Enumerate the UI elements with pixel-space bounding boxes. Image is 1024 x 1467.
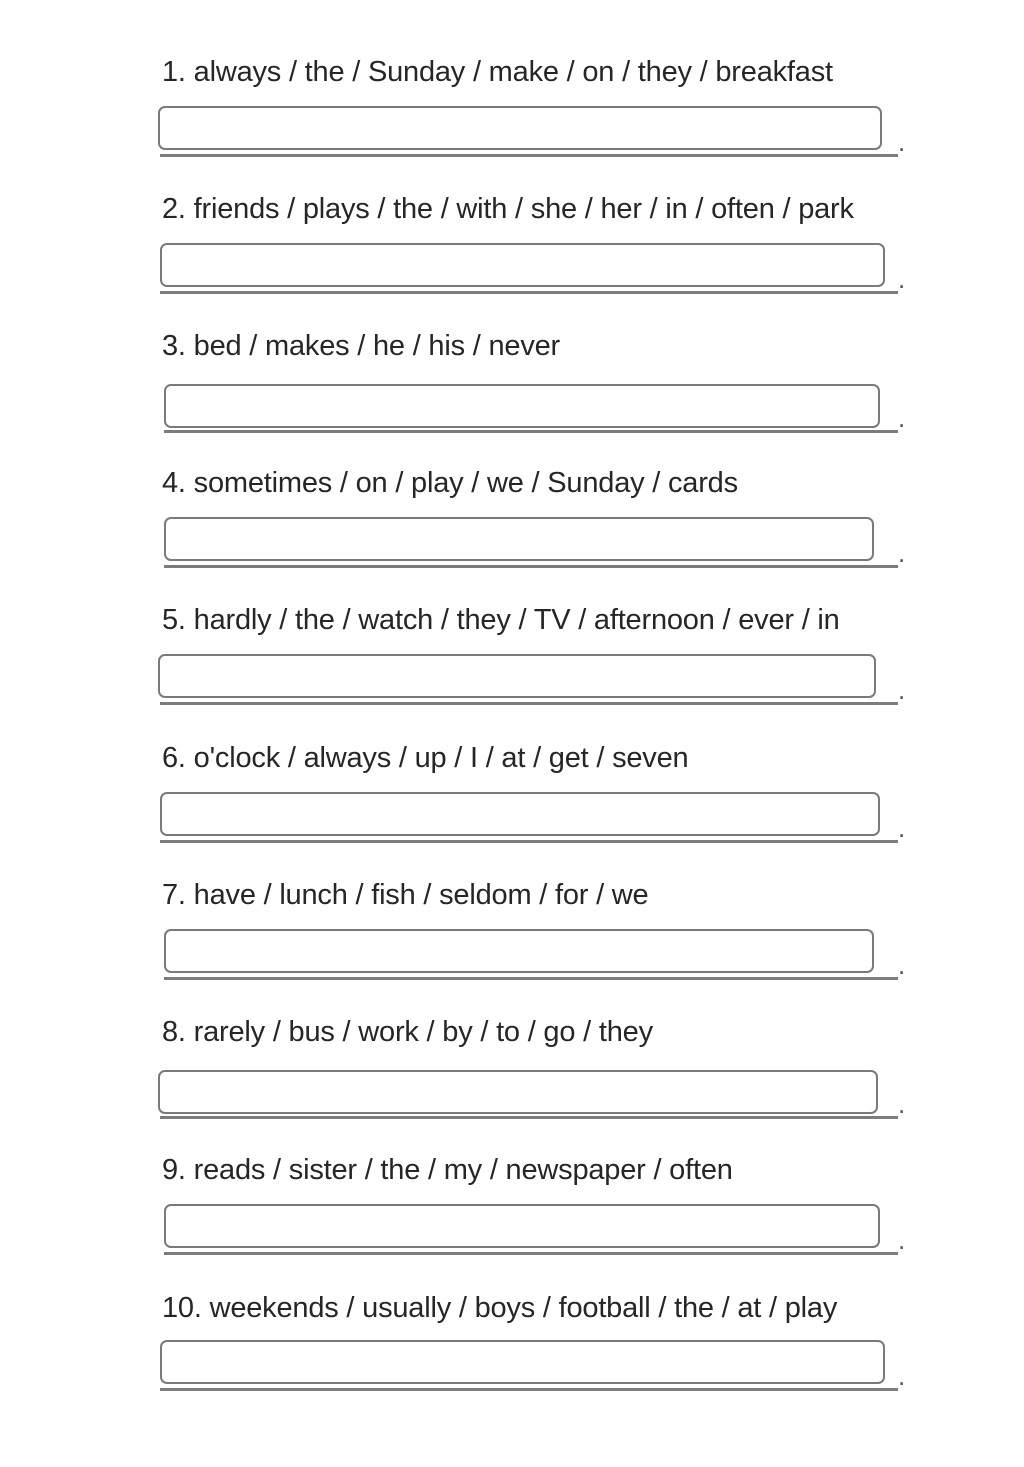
sentence-period: . bbox=[898, 675, 906, 705]
sentence-period: . bbox=[898, 1089, 906, 1119]
question-prompt-2 bbox=[162, 189, 854, 229]
question-item-10 bbox=[0, 1236, 1024, 1391]
question-prompt-7 bbox=[162, 875, 648, 915]
answer-input-10[interactable] bbox=[160, 1340, 885, 1384]
sentence-period: . bbox=[898, 538, 906, 568]
question-item-7 bbox=[0, 823, 1024, 980]
question-words: sometimes / on / play / we / Sunday / cards bbox=[193, 467, 738, 499]
question-prompt-4 bbox=[162, 463, 738, 503]
answer-underline bbox=[160, 1388, 898, 1391]
sentence-period: . bbox=[898, 813, 906, 843]
question-number: 7. bbox=[162, 879, 186, 911]
question-item-9 bbox=[0, 1098, 1024, 1255]
question-words: have / lunch / fish / seldom / for / we bbox=[193, 879, 649, 911]
question-prompt-6 bbox=[162, 738, 688, 778]
sentence-period: . bbox=[898, 1225, 906, 1255]
question-words: rarely / bus / work / by / to / go / they bbox=[193, 1016, 653, 1048]
question-item-1 bbox=[0, 0, 1024, 157]
question-item-5 bbox=[0, 548, 1024, 705]
question-prompt-1 bbox=[162, 52, 833, 92]
question-number: 3. bbox=[162, 330, 186, 362]
question-prompt-10 bbox=[162, 1288, 837, 1328]
question-number: 5. bbox=[162, 604, 186, 636]
question-number: 6. bbox=[162, 742, 186, 774]
question-item-6 bbox=[0, 686, 1024, 843]
question-item-2 bbox=[0, 137, 1024, 294]
question-words: o'clock / always / up / I / at / get / seven bbox=[193, 742, 689, 774]
sentence-period: . bbox=[898, 403, 906, 433]
question-prompt-3 bbox=[162, 326, 560, 366]
question-number: 8. bbox=[162, 1016, 186, 1048]
question-prompt-9 bbox=[162, 1150, 733, 1190]
question-number: 1. bbox=[162, 56, 186, 88]
question-words: bed / makes / he / his / never bbox=[193, 330, 561, 362]
question-number: 4. bbox=[162, 467, 186, 499]
sentence-period: . bbox=[898, 950, 906, 980]
sentence-period: . bbox=[898, 264, 906, 294]
question-number: 9. bbox=[162, 1154, 186, 1186]
question-number: 10. bbox=[162, 1292, 202, 1324]
question-words: always / the / Sunday / make / on / they / breakfast bbox=[193, 56, 833, 88]
question-words: reads / sister / the / my / newspaper / often bbox=[193, 1154, 733, 1186]
question-item-3 bbox=[0, 274, 1024, 433]
question-number: 2. bbox=[162, 193, 186, 225]
question-words: weekends / usually / boys / football / the / at / play bbox=[209, 1292, 838, 1324]
question-item-8 bbox=[0, 960, 1024, 1119]
question-prompt-8 bbox=[162, 1012, 653, 1052]
question-item-4 bbox=[0, 411, 1024, 568]
question-words: hardly / the / watch / they / TV / afternoon / ever / in bbox=[193, 604, 840, 636]
sentence-period: . bbox=[898, 127, 906, 157]
question-prompt-5 bbox=[162, 600, 840, 640]
sentence-period: . bbox=[898, 1361, 906, 1391]
question-words: friends / plays / the / with / she / her / in / often / park bbox=[193, 193, 854, 225]
